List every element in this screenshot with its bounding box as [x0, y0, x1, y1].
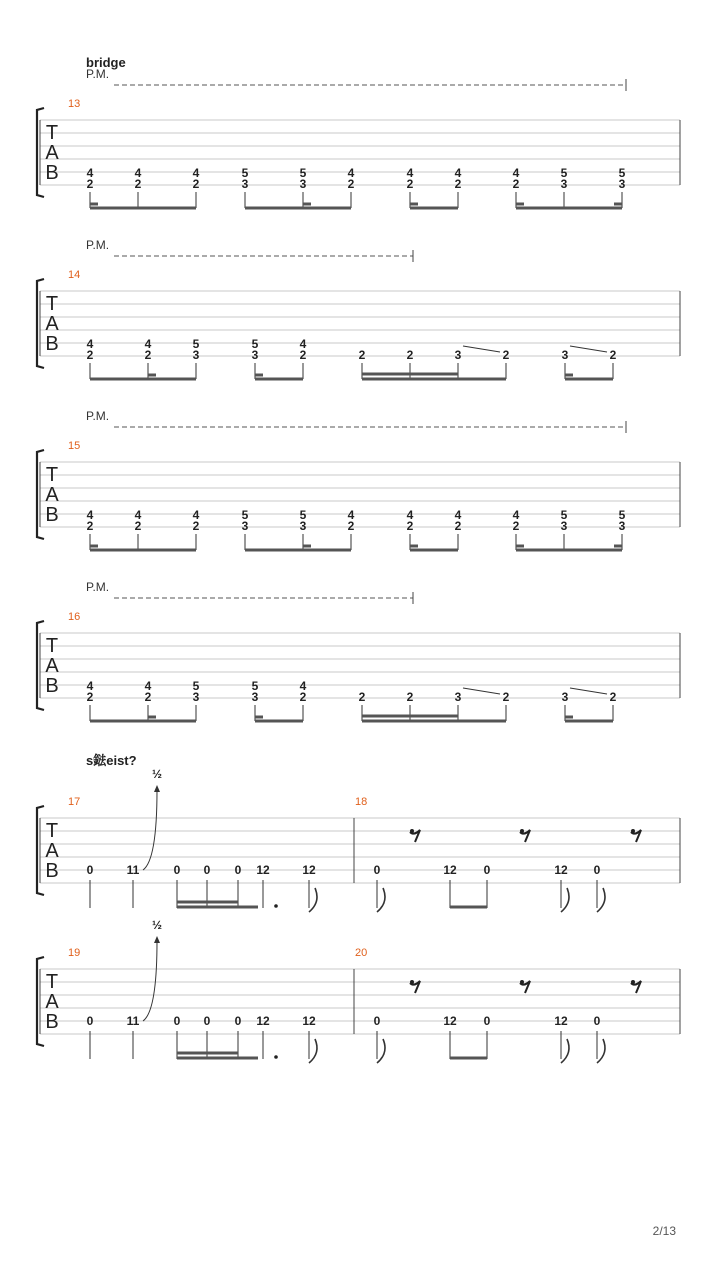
fret-number: 4 [454, 508, 462, 522]
note [374, 863, 381, 908]
fret-number: 2 [134, 519, 142, 533]
fret-number: 2 [299, 690, 307, 704]
note-column [87, 166, 94, 208]
note-column [503, 348, 510, 379]
fret-number: 0 [203, 1014, 211, 1028]
fret-number: 4 [299, 679, 307, 693]
fret-number: 2 [299, 348, 307, 362]
fret-number: 5 [560, 166, 568, 180]
dot [274, 1055, 278, 1059]
fret-number: 5 [241, 166, 249, 180]
slide [570, 346, 607, 352]
measure-number: 13 [68, 98, 81, 110]
tab-clef-t: T [45, 122, 59, 144]
note-column [513, 166, 520, 208]
note [484, 863, 491, 908]
fret-number: 2 [134, 177, 142, 191]
note-column [619, 508, 626, 550]
fret-number: 0 [483, 1014, 491, 1028]
note-column [619, 166, 626, 208]
bend-arrowhead [154, 785, 160, 792]
note-flag [561, 1039, 569, 1063]
fret-number: 3 [618, 519, 626, 533]
note-flag [561, 888, 569, 912]
fret-number: 3 [560, 519, 568, 533]
fret-number: 4 [192, 508, 200, 522]
fret-number: 2 [347, 177, 355, 191]
note-column [503, 690, 510, 721]
tab-system [37, 580, 680, 721]
note-flag [377, 1039, 385, 1063]
fret-number: 4 [86, 337, 94, 351]
fret-number: 2 [144, 690, 152, 704]
fret-number: 3 [192, 348, 200, 362]
fret-number: 12 [443, 863, 457, 877]
measure-number: 16 [68, 611, 81, 623]
tab-clef-t: T [45, 293, 59, 315]
fret-number: 4 [406, 166, 414, 180]
fret-number: 12 [256, 1014, 270, 1028]
fret-number: 2 [347, 519, 355, 533]
fret-number: 3 [192, 690, 200, 704]
eighth-rest-dot [631, 980, 635, 984]
tab-system [37, 238, 680, 379]
note-column [300, 337, 307, 379]
note [127, 863, 140, 908]
note [484, 1014, 491, 1059]
section-label: bridge [86, 55, 126, 70]
note-column [300, 508, 307, 550]
fret-number: 4 [406, 508, 414, 522]
tab-system [37, 409, 680, 550]
note-column [135, 508, 142, 550]
measure-number: 15 [68, 440, 81, 452]
slide [570, 688, 607, 694]
measure-number: 18 [355, 796, 368, 808]
note-column [407, 508, 414, 550]
fret-number: 12 [554, 1014, 568, 1028]
note-column [300, 166, 307, 208]
fret-number: 4 [512, 166, 520, 180]
fret-number: 2 [609, 348, 617, 362]
fret-number: 3 [241, 177, 249, 191]
tab-clef-b: B [45, 675, 59, 697]
fret-number: 3 [561, 348, 569, 362]
fret-number: 2 [406, 519, 414, 533]
fret-number: 5 [192, 679, 200, 693]
bend-amount: ½ [151, 767, 163, 781]
fret-number: 0 [593, 863, 601, 877]
fret-number: 5 [241, 508, 249, 522]
note-column [610, 690, 617, 721]
fret-number: 4 [144, 337, 152, 351]
fret-number: 2 [358, 348, 366, 362]
fret-number: 5 [560, 508, 568, 522]
fret-number: 12 [302, 1014, 316, 1028]
fret-number: 12 [256, 863, 270, 877]
palm-mute-label: P.M. [86, 67, 110, 81]
note-column [193, 508, 200, 550]
fret-number: 0 [173, 863, 181, 877]
fret-number: 5 [299, 166, 307, 180]
fret-number: 2 [86, 348, 94, 362]
bend-arrow [143, 941, 157, 1021]
note-column [193, 166, 200, 208]
fret-number: 11 [126, 1014, 140, 1028]
fret-number: 0 [203, 863, 211, 877]
fret-number: 4 [134, 508, 142, 522]
bend-arrow [143, 790, 157, 870]
fret-number: 5 [618, 166, 626, 180]
fret-number: 4 [512, 508, 520, 522]
note-column [242, 508, 249, 550]
fret-number: 3 [618, 177, 626, 191]
fret-number: 4 [86, 679, 94, 693]
dot [274, 904, 278, 908]
fret-number: 2 [454, 519, 462, 533]
palm-mute-label: P.M. [86, 580, 110, 594]
fret-number: 0 [234, 863, 242, 877]
fret-number: 4 [192, 166, 200, 180]
fret-number: 2 [144, 348, 152, 362]
note-column [87, 679, 94, 721]
fret-number: 0 [593, 1014, 601, 1028]
note-flag [597, 888, 605, 912]
tab-clef-b: B [45, 333, 59, 355]
note-flag [309, 888, 317, 912]
bend-arrowhead [154, 936, 160, 943]
palm-mute-label: P.M. [86, 409, 110, 423]
eighth-rest-dot [631, 829, 635, 833]
note-column [87, 508, 94, 550]
note-column [242, 166, 249, 208]
fret-number: 2 [406, 348, 414, 362]
note-column [252, 337, 259, 379]
eighth-rest-dot [410, 980, 414, 984]
fret-number: 2 [502, 348, 510, 362]
fret-number: 2 [406, 690, 414, 704]
fret-number: 12 [554, 863, 568, 877]
fret-number: 0 [234, 1014, 242, 1028]
note-column [145, 337, 152, 379]
note [443, 1014, 457, 1059]
fret-number: 4 [134, 166, 142, 180]
fret-number: 2 [358, 690, 366, 704]
note-column [561, 508, 568, 550]
note [87, 863, 94, 908]
slide [463, 688, 500, 694]
tab-clef-a: A [45, 991, 59, 1013]
tab-clef-t: T [45, 464, 59, 486]
note-column [513, 508, 520, 550]
tab-clef-t: T [45, 971, 59, 993]
note-flag [377, 888, 385, 912]
fret-number: 2 [86, 519, 94, 533]
note [554, 863, 568, 908]
tab-clef-t: T [45, 635, 59, 657]
tab-system [37, 918, 680, 1063]
fret-number: 4 [144, 679, 152, 693]
tab-clef-a: A [45, 484, 59, 506]
fret-number: 4 [454, 166, 462, 180]
note [374, 1014, 381, 1059]
fret-number: 2 [502, 690, 510, 704]
fret-number: 0 [373, 1014, 381, 1028]
fret-number: 2 [406, 177, 414, 191]
slide [463, 346, 500, 352]
fret-number: 0 [483, 863, 491, 877]
fret-number: 5 [251, 337, 259, 351]
note-column [455, 166, 462, 208]
fret-number: 2 [512, 177, 520, 191]
fret-number: 2 [512, 519, 520, 533]
tab-clef-b: B [45, 504, 59, 526]
note-column [455, 508, 462, 550]
note-flag [309, 1039, 317, 1063]
note-column [300, 679, 307, 721]
measure-number: 20 [355, 947, 368, 959]
fret-number: 3 [454, 690, 462, 704]
fret-number: 2 [454, 177, 462, 191]
note [302, 863, 316, 908]
note-column [135, 166, 142, 208]
fret-number: 5 [251, 679, 259, 693]
fret-number: 3 [560, 177, 568, 191]
note-column [145, 679, 152, 721]
fret-number: 4 [347, 166, 355, 180]
tab-clef-a: A [45, 655, 59, 677]
fret-number: 0 [86, 1014, 94, 1028]
note-column [252, 679, 259, 721]
tab-clef-t: T [45, 820, 59, 842]
fret-number: 4 [86, 508, 94, 522]
eighth-rest-dot [520, 980, 524, 984]
fret-number: 4 [347, 508, 355, 522]
note [256, 1014, 270, 1059]
note [594, 1014, 601, 1059]
fret-number: 0 [173, 1014, 181, 1028]
fret-number: 2 [86, 690, 94, 704]
eighth-rest-dot [410, 829, 414, 833]
fret-number: 2 [192, 177, 200, 191]
note [443, 863, 457, 908]
note-column [193, 679, 200, 721]
fret-number: 3 [299, 177, 307, 191]
palm-mute-label: P.M. [86, 238, 110, 252]
note-column [610, 348, 617, 379]
fret-number: 2 [192, 519, 200, 533]
note [554, 1014, 568, 1059]
note [256, 863, 270, 908]
bend-amount: ½ [151, 918, 163, 932]
fret-number: 4 [86, 166, 94, 180]
tab-clef-b: B [45, 162, 59, 184]
note-column [348, 508, 355, 550]
fret-number: 2 [609, 690, 617, 704]
note-column [87, 337, 94, 379]
tab-clef-a: A [45, 313, 59, 335]
eighth-rest-dot [520, 829, 524, 833]
note [302, 1014, 316, 1059]
note [594, 863, 601, 908]
tab-system [37, 753, 680, 912]
fret-number: 3 [241, 519, 249, 533]
note-column [348, 166, 355, 208]
fret-number: 11 [126, 863, 140, 877]
note [127, 1014, 140, 1059]
fret-number: 12 [443, 1014, 457, 1028]
fret-number: 4 [299, 337, 307, 351]
note-flag [597, 1039, 605, 1063]
measure-number: 17 [68, 796, 81, 808]
fret-number: 0 [373, 863, 381, 877]
fret-number: 2 [86, 177, 94, 191]
tab-system [37, 55, 680, 208]
fret-number: 3 [454, 348, 462, 362]
fret-number: 3 [251, 348, 259, 362]
page-number: 2/13 [652, 1224, 676, 1238]
fret-number: 12 [302, 863, 316, 877]
section-label: s鍅eist? [86, 753, 137, 768]
measure-number: 14 [68, 269, 81, 281]
note-column [407, 166, 414, 208]
tab-clef-a: A [45, 142, 59, 164]
note-column [193, 337, 200, 379]
fret-number: 3 [251, 690, 259, 704]
tab-clef-a: A [45, 840, 59, 862]
fret-number: 0 [86, 863, 94, 877]
tab-clef-b: B [45, 1011, 59, 1033]
note [87, 1014, 94, 1059]
note-column [561, 166, 568, 208]
fret-number: 5 [192, 337, 200, 351]
tab-clef-b: B [45, 860, 59, 882]
measure-number: 19 [68, 947, 81, 959]
fret-number: 5 [299, 508, 307, 522]
fret-number: 5 [618, 508, 626, 522]
fret-number: 3 [299, 519, 307, 533]
fret-number: 3 [561, 690, 569, 704]
